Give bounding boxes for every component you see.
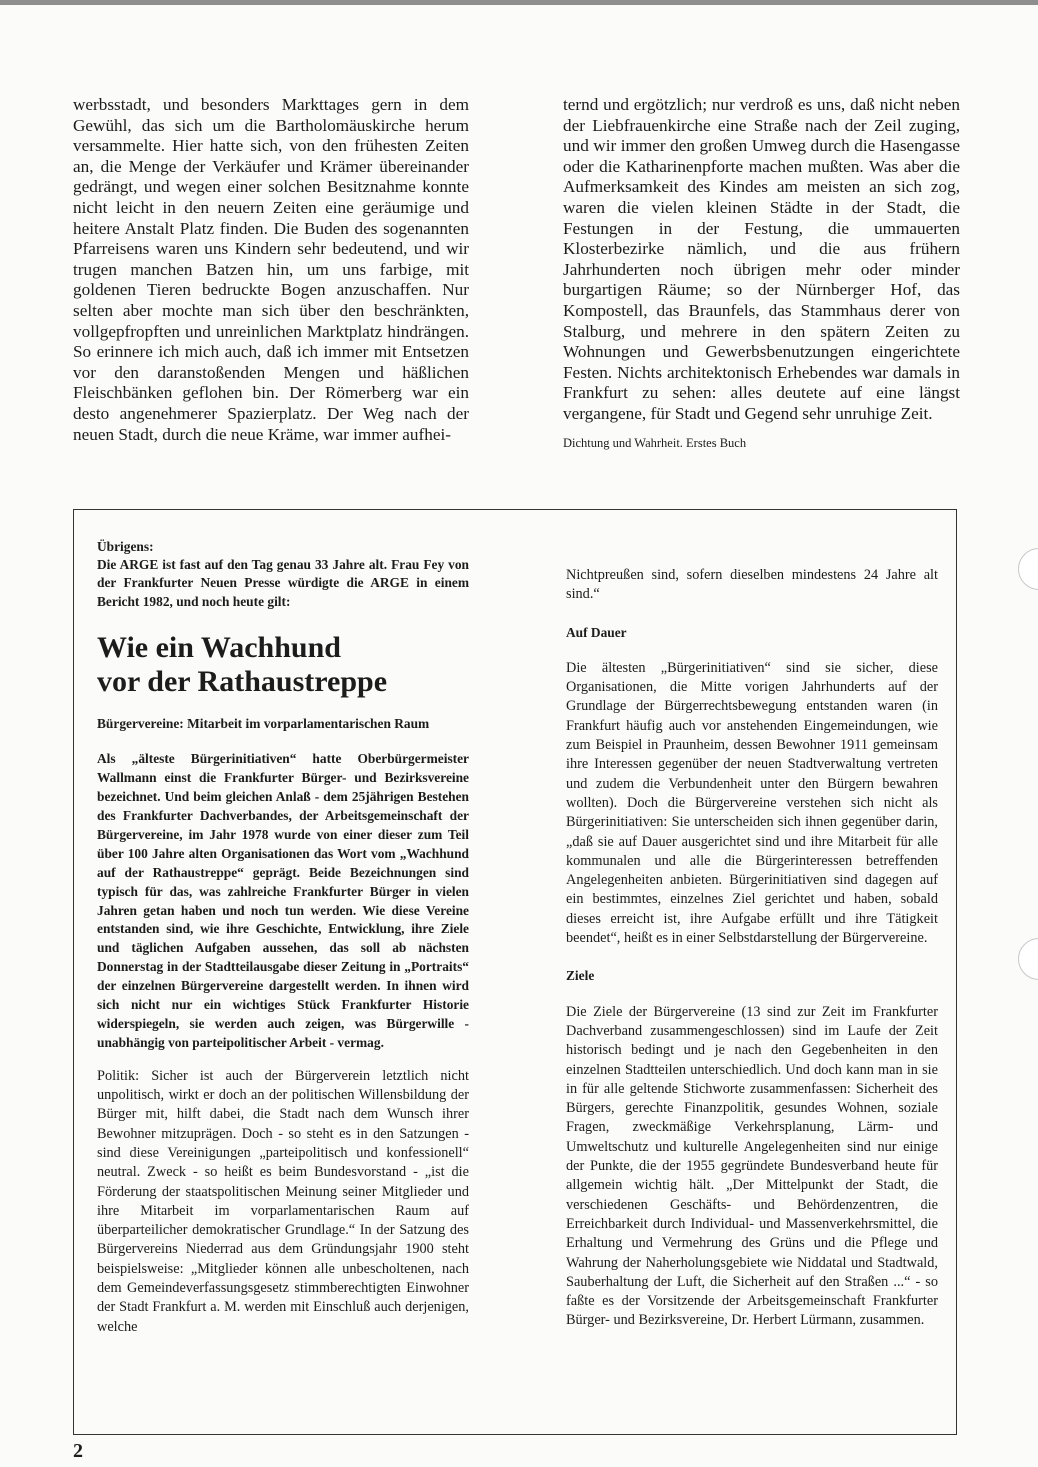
- section-heading-auf-dauer: Auf Dauer: [566, 624, 627, 640]
- article-top-left-column: [73, 95, 469, 445]
- article-subheadline: Bürgervereine: Mitarbeit im vorparlamentarischen Raum: [97, 715, 430, 731]
- goethe-excerpt-left: werbsstadt, und besonders Markttages gern in dem Gewühl, das sich um die Bartholomäuskirche herum versammelte. Hier hatte sich, von den frühesten Zeiten an, die Menge der Verkäufer und Krämer übereinander gedrängt, und wegen einer solchen Besitznahme konnte nicht leicht in den neuern Zeiten eine geräumige und heitere Anstalt Platz finden. Die Buden des sogenannten Pfarreisens waren uns Kindern sehr bedeutend, und wir trugen manchen Batzen hin, um uns farbige, mit goldenen Tieren bedruckte Bogen anzuschaffen. Nur selten aber mochte man sich über den beschränkten, vollgepfropften und unreinlichen Marktplatz hindrängen. So erinnere ich mich auch, daß ich immer mit Entsetzen vor den daranstoßenden Mengen und häßlichen Fleischbänken geflohen bin. Der Römerberg war ein desto angenehmerer Spazierplatz. Der Weg nach der neuen Stadt, durch die neue Kräme, war immer aufhei-: [73, 95, 469, 444]
- headline-line-1: Wie ein Wachhund: [97, 630, 341, 664]
- boxed-article-left-column: [97, 538, 469, 1337]
- article-headline: [97, 631, 469, 699]
- goethe-excerpt-right: ternd und ergötzlich; nur verdroß es uns, daß nicht neben der Liebfrauenkirche eine Straße nach der Zeil zuging, und wir immer den großen Umweg durch die Hasengasse oder die Katharinenpforte machen mußten. Was aber die Aufmerksamkeit des Kindes am meisten an sich zog, waren die vielen kleinen Städte in der Stadt, die Festungen in der Festung, die ummauerten Klosterbezirke nämlich, und die aus frühern Jahrhunderten noch übrigen mehr oder minder burgartigen Räume; so der Nürnberger Hof, das Kompostell, das Braunfels, das Stammhaus derer von Stalburg, und mehrere in den spätern Zeiten zu Wohnungen und Gewerbsbenutzungen eingerichtete Festen. Nichts architektonisch Erhebendes war damals in Frankfurt zu sehen: alles deutete auf eine längst vergangene, für Stadt und Gegend sehr unruhige Zeit.: [563, 95, 960, 423]
- boxed-article-right-column: [566, 566, 938, 1331]
- punch-hole-lower: [1018, 938, 1038, 980]
- page-number: 2: [73, 1440, 83, 1462]
- continuation-paragraph: Nichtpreußen sind, sofern dieselben mindestens 24 Jahre alt sind.“: [566, 567, 938, 603]
- auf-dauer-paragraph: Die ältesten „Bürgerinitiativen“ sind sie sicher, diese Organisationen, die Mitte vorigen Jahrhunderts auf der Grundlage der Bürgerrechtsbewegung entstanden waren (in Frankfurt häufig auch vor anstehenden Eingemeindungen, wie zum Beispiel in Praunheim, dessen Bewohner 1911 gemeinsam ihre Interessen gegenüber der neuen Stadtverwaltung vertreten und zudem die Verbundenheit unter den Bürgern bewahren wollten). Doch die Bürgervereine verstehen sich nicht als Bürgerinitiativen: Sie unterscheiden sich ihnen gegenüber darin, „daß sie auf Dauer ausgerichtet sind und ihre Mitarbeit für alle kommunalen und alle die Bürgerinteressen betreffenden Angelegenheiten anbieten. Bürgerinitiativen sind dagegen auf ein bestimmtes, einzelnes Ziel gerichtet und haben, sobald dieses erreicht ist, ihre Aufgabe erfüllt und ihre Tätigkeit beendet“, heißt es in einer Selbstdarstellung der Bürgervereine.: [566, 659, 938, 947]
- intro-note: [97, 538, 469, 611]
- intro-text: Die ARGE ist fast auf den Tag genau 33 Jahre alt. Frau Fey von der Frankfurter Neuen Presse würdigte die ARGE in einem Bericht 1982, und noch heute gilt:: [97, 557, 469, 609]
- article-lead: Als „älteste Bürgerinitiativen“ hatte Oberbürgermeister Wallmann einst die Frankfurter Bürger- und Bezirksvereine bezeichnet. Und beim gleichen Anlaß - dem 25jährigen Bestehen des Frankfurter Dachverbandes, der Arbeitsgemeinschaft der Bürgervereine, im Jahr 1978 wurde von einer dieser zum Teil über 100 Jahre alten Organisationen das Wort vom „Wachhund auf der Rathaustreppe“ geprägt. Beide Bezeichnungen sind typisch für das, was zahlreiche Frankfurter Bürger in vielen Jahren getan haben und noch tun werden. Wie diese Vereine entstanden sind, wie ihre Geschichte, Entwicklung, ihre Ziele und täglichen Aufgaben aussehen, das soll ab nächsten Donnerstag in der Stadtteilausgabe dieser Zeitung in „Portraits“ der einzelnen Bürgervereine dargestellt werden. In ihnen wird sich nicht nur ein wichtiges Stück Frankfurter Historie widerspiegeln, sie werden auch zeigen, was Bürgerwille - unabhängig von parteipolitischer Arbeit - vermag.: [97, 751, 469, 1050]
- intro-label: Übrigens:: [97, 539, 154, 554]
- ziele-paragraph: Die Ziele der Bürgervereine (13 sind zur Zeit im Frankfurter Dachverband zusammengeschlossen) sind im Laufe der Zeit historisch bedingt und je nach den Gegebenheiten in den einzelnen Stadtteilen unterschiedlich. Und doch kann man in sie in für alle geltende Stichworte zusammenfassen: Sicherheit des Bürgers, gerechte Finanzpolitik, gesundes Wohnen, soziale Fragen, zweckmäßige Verkehrsplanung, Lärm- und Umweltschutz und kulturelle Angelegenheiten sind nur einige der Punkte, die der 1955 gegründete Bundesverband heute für allgemein wichtig hält. „Der Mittelpunkt der Stadt, die verschiedenen Geschäfts- und Behördenzentren, die Erreichbarkeit durch Individual- und Massenverkehrsmittel, die Erhaltung und Vermehrung des Grüns und die Pflege und Wahrung der Naherholungsgebiete wie Niddatal und Stadtwald, Sauberhaltung der Luft, die Sicherheit auf den Straßen ...“ - so faßte es der Vorsitzende der Arbeitsgemeinschaft Frankfurter Bürger- und Bezirksvereine, Dr. Herbert Lürmann, zusammen.: [566, 1003, 938, 1329]
- source-citation: Dichtung und Wahrheit. Erstes Buch: [563, 435, 747, 450]
- punch-hole-upper: [1018, 548, 1038, 590]
- headline-line-2: vor der Rathaustreppe: [97, 664, 388, 698]
- article-top-right-column: [563, 95, 960, 453]
- politik-paragraph: Politik: Sicher ist auch der Bürgerverein letztlich nicht unpolitisch, wirkt er doch an der politischen Willensbildung der Bürger mit, hilft dabei, die Stadt nach dem Wunsch ihrer Bewohner mitzuprägen. Doch - so steht es in den Satzungen - sind diese Vereinigungen „parteipolitisch und konfessionell“ neutral. Zweck - so heißt es beim Bundesvorstand - „ist die Förderung der staatspolitischen Meinung seiner Mitglieder und ihre Mitarbeit im vorparlamentarischen Raum auf überparteilicher demokratischer Grundlage.“ In der Satzung des Bürgervereins Niederrad aus dem Gründungsjahr 1900 steht beispielsweise: „Mitglieder können alle unbescholtenen, nach dem Gemeindeverfassungsgesetz stimmberechtigten Einwohner der Stadt Frankfurt a. M. werden mit Einschluß auch derjenigen, welche: [97, 1067, 469, 1335]
- section-heading-ziele: Ziele: [566, 968, 595, 984]
- scan-top-edge: [0, 0, 1038, 5]
